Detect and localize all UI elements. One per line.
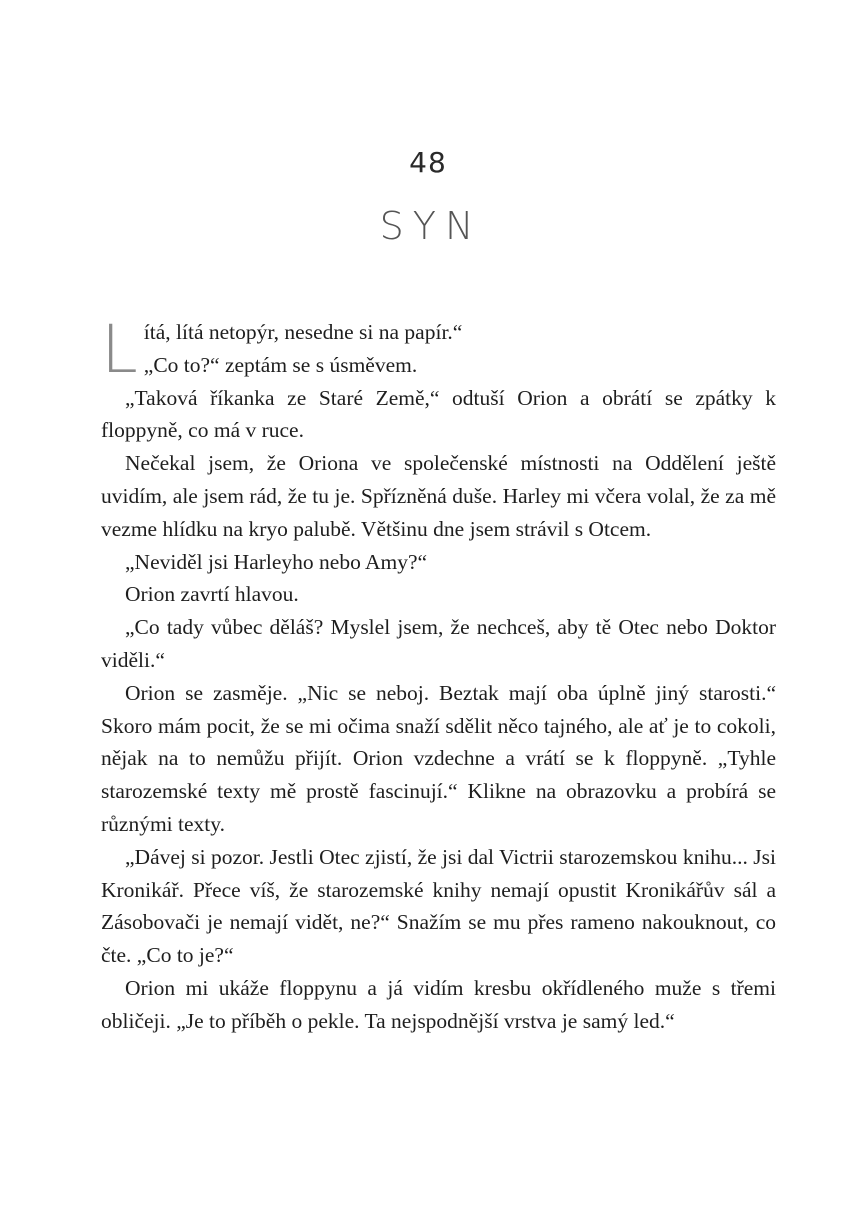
paragraph: Nečekal jsem, že Oriona ve společenské místnosti na Oddělení ještě uvidím, ale jsem rád, že tu je. Spřízněná duše. Harley mi včera volal, že za mě vezme hlídku na kryo palubě. Většinu dne jsem strávil s Otcem. [101, 451, 776, 541]
paragraph: „Dávej si pozor. Jestli Otec zjistí, že jsi dal Victrii starozemskou knihu... Jsi Kronikář. Přece víš, že starozemské knihy nemají opustit Kronikářův sál a Zásobovači je nemají vidět, ne?“ Snažím se mu přes rameno nakouknout, co čte. „Co to je?“ [101, 844, 776, 968]
paragraph: „Neviděl jsi Harleyho nebo Amy?“ [125, 549, 428, 574]
chapter-number: 48 [409, 146, 447, 179]
paragraph: Orion se zasměje. „Nic se neboj. Beztak mají oba úplně jiný starosti.“ Skoro mám pocit, že se mi očima snaží sdělit něco tajného, ale ať je to cokoli, nějak na to nemůžu přijít. Orion vzdechne a vrátí se k floppyně. „Tyhle starozemské texty mě prostě fascinují.“ Klikne na obrazovku a probírá se různými texty. [101, 680, 776, 836]
paragraph: Orion mi ukáže floppynu a já vidím kresbu okřídleného muže s třemi obličeji. „Je to příběh o pekle. Ta nejspodnější vrstva je samý led.“ [101, 975, 776, 1033]
opening-line: ítá, lítá netopýr, nesedne si na papír.“ [143, 320, 463, 344]
paragraph: „Co tady vůbec děláš? Myslel jsem, že nechceš, aby tě Otec nebo Doktor viděli.“ [101, 615, 776, 672]
paragraph: Orion zavrtí hlavou. [125, 582, 299, 607]
opening-second-line: „Co to?“ zeptám se s úsměvem. [143, 352, 418, 377]
opening-paragraph [101, 311, 776, 388]
chapter-body [101, 311, 776, 1038]
paragraph: „Taková říkanka ze Staré Země,“ odtuší Orion a obrátí se zpátky k floppyně, co má v ruce. [101, 385, 776, 443]
drop-cap: L [101, 311, 138, 388]
chapter-title: SYN [379, 204, 483, 248]
